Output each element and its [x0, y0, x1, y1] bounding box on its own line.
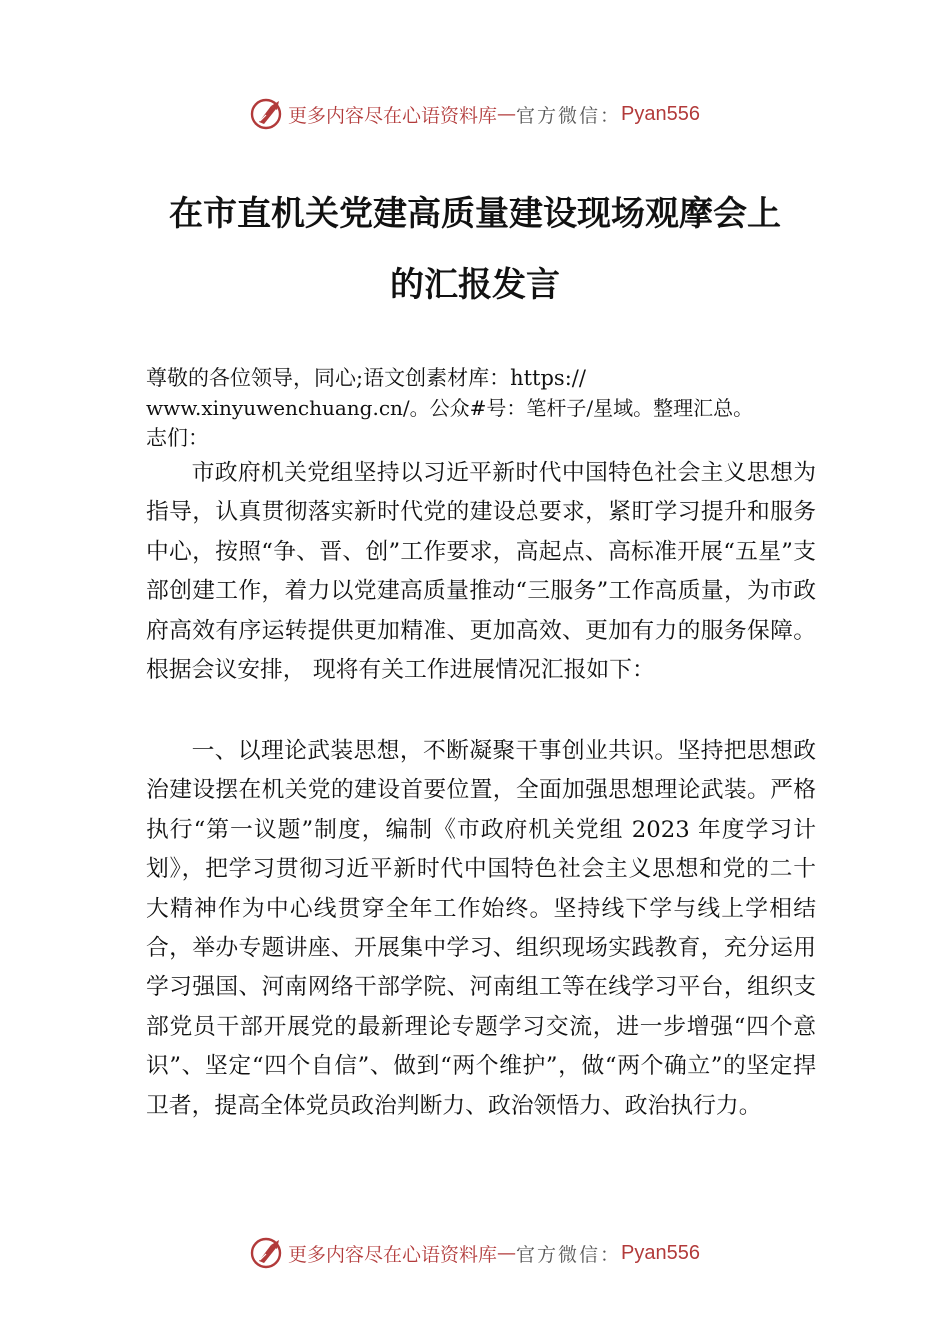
salutation-line-2: www.xinyuwenchuang.cn/。公众#号：笔杆子/星域。整理汇总。 — [146, 396, 754, 420]
body-paragraph-intro: 市政府机关党组坚持以习近平新时代中国特色社会主义思想为指导，认真贯彻落实新时代党的建设总要求，紧盯学习提升和服务中心，按照“争、晋、创”工作要求，高起点、高标准开展“五星”支部创建工作，着力以党建高质量推动“三服务”工作高质量，为市政府高效有序运转提供更加精准、更加高效、更加有力的服务保障。根据会议安排， 现将有关工作进展情况汇报如下： — [146, 460, 816, 684]
salutation-line-1: 尊敬的各位领导，同心;语文创素材库：https:// — [146, 366, 586, 390]
watermark-separator: — — [497, 1242, 517, 1264]
watermark-contact: Pyan556 — [621, 1241, 700, 1264]
document-title-line-1: 在市直机关党建高质量建设现场观摩会上 — [169, 194, 781, 234]
watermark-label: 官方微信： — [516, 104, 622, 127]
watermark-label: 官方微信： — [516, 1243, 622, 1266]
watermark-separator: — — [497, 103, 517, 125]
watermark-contact: Pyan556 — [621, 102, 700, 125]
watermark-brand-text: 更多内容尽在心语资料库 — [288, 104, 498, 127]
document-title-line-2: 的汇报发言 — [390, 265, 560, 305]
pen-nib-logo-icon — [250, 1236, 284, 1270]
header-watermark — [0, 94, 950, 134]
watermark-brand-text: 更多内容尽在心语资料库 — [288, 1243, 498, 1266]
body-paragraph-theory-section: 一、以理论武装思想，不断凝聚干事创业共识。坚持把思想政治建设摆在机关党的建设首要位置，全面加强思想理论武装。严格执行“第一议题”制度，编制《市政府机关党组 2023 年度学习计划》，把学习贯彻习近平新时代中国特色社会主义思想和党的二十大精神作为中心线贯穿全年工作始终。坚持线下学与线上学相结合，举办专题讲座、开展集中学习、组织现场实践教育，充分运用学习强国、河南网络干部学院、河南组工等在线学习平台，组织支部党员干部开展党的最新理论专题学习交流，进一步增强“四个意识”、坚定“四个自信”、做到“两个维护”，做“两个确立”的坚定捍卫者，提高全体党员政治判断力、政治领悟力、政治执行力。 — [146, 738, 816, 1119]
footer-watermark — [0, 1233, 950, 1273]
salutation-line-3: 志们： — [146, 426, 209, 450]
pen-nib-logo-icon — [250, 97, 284, 131]
